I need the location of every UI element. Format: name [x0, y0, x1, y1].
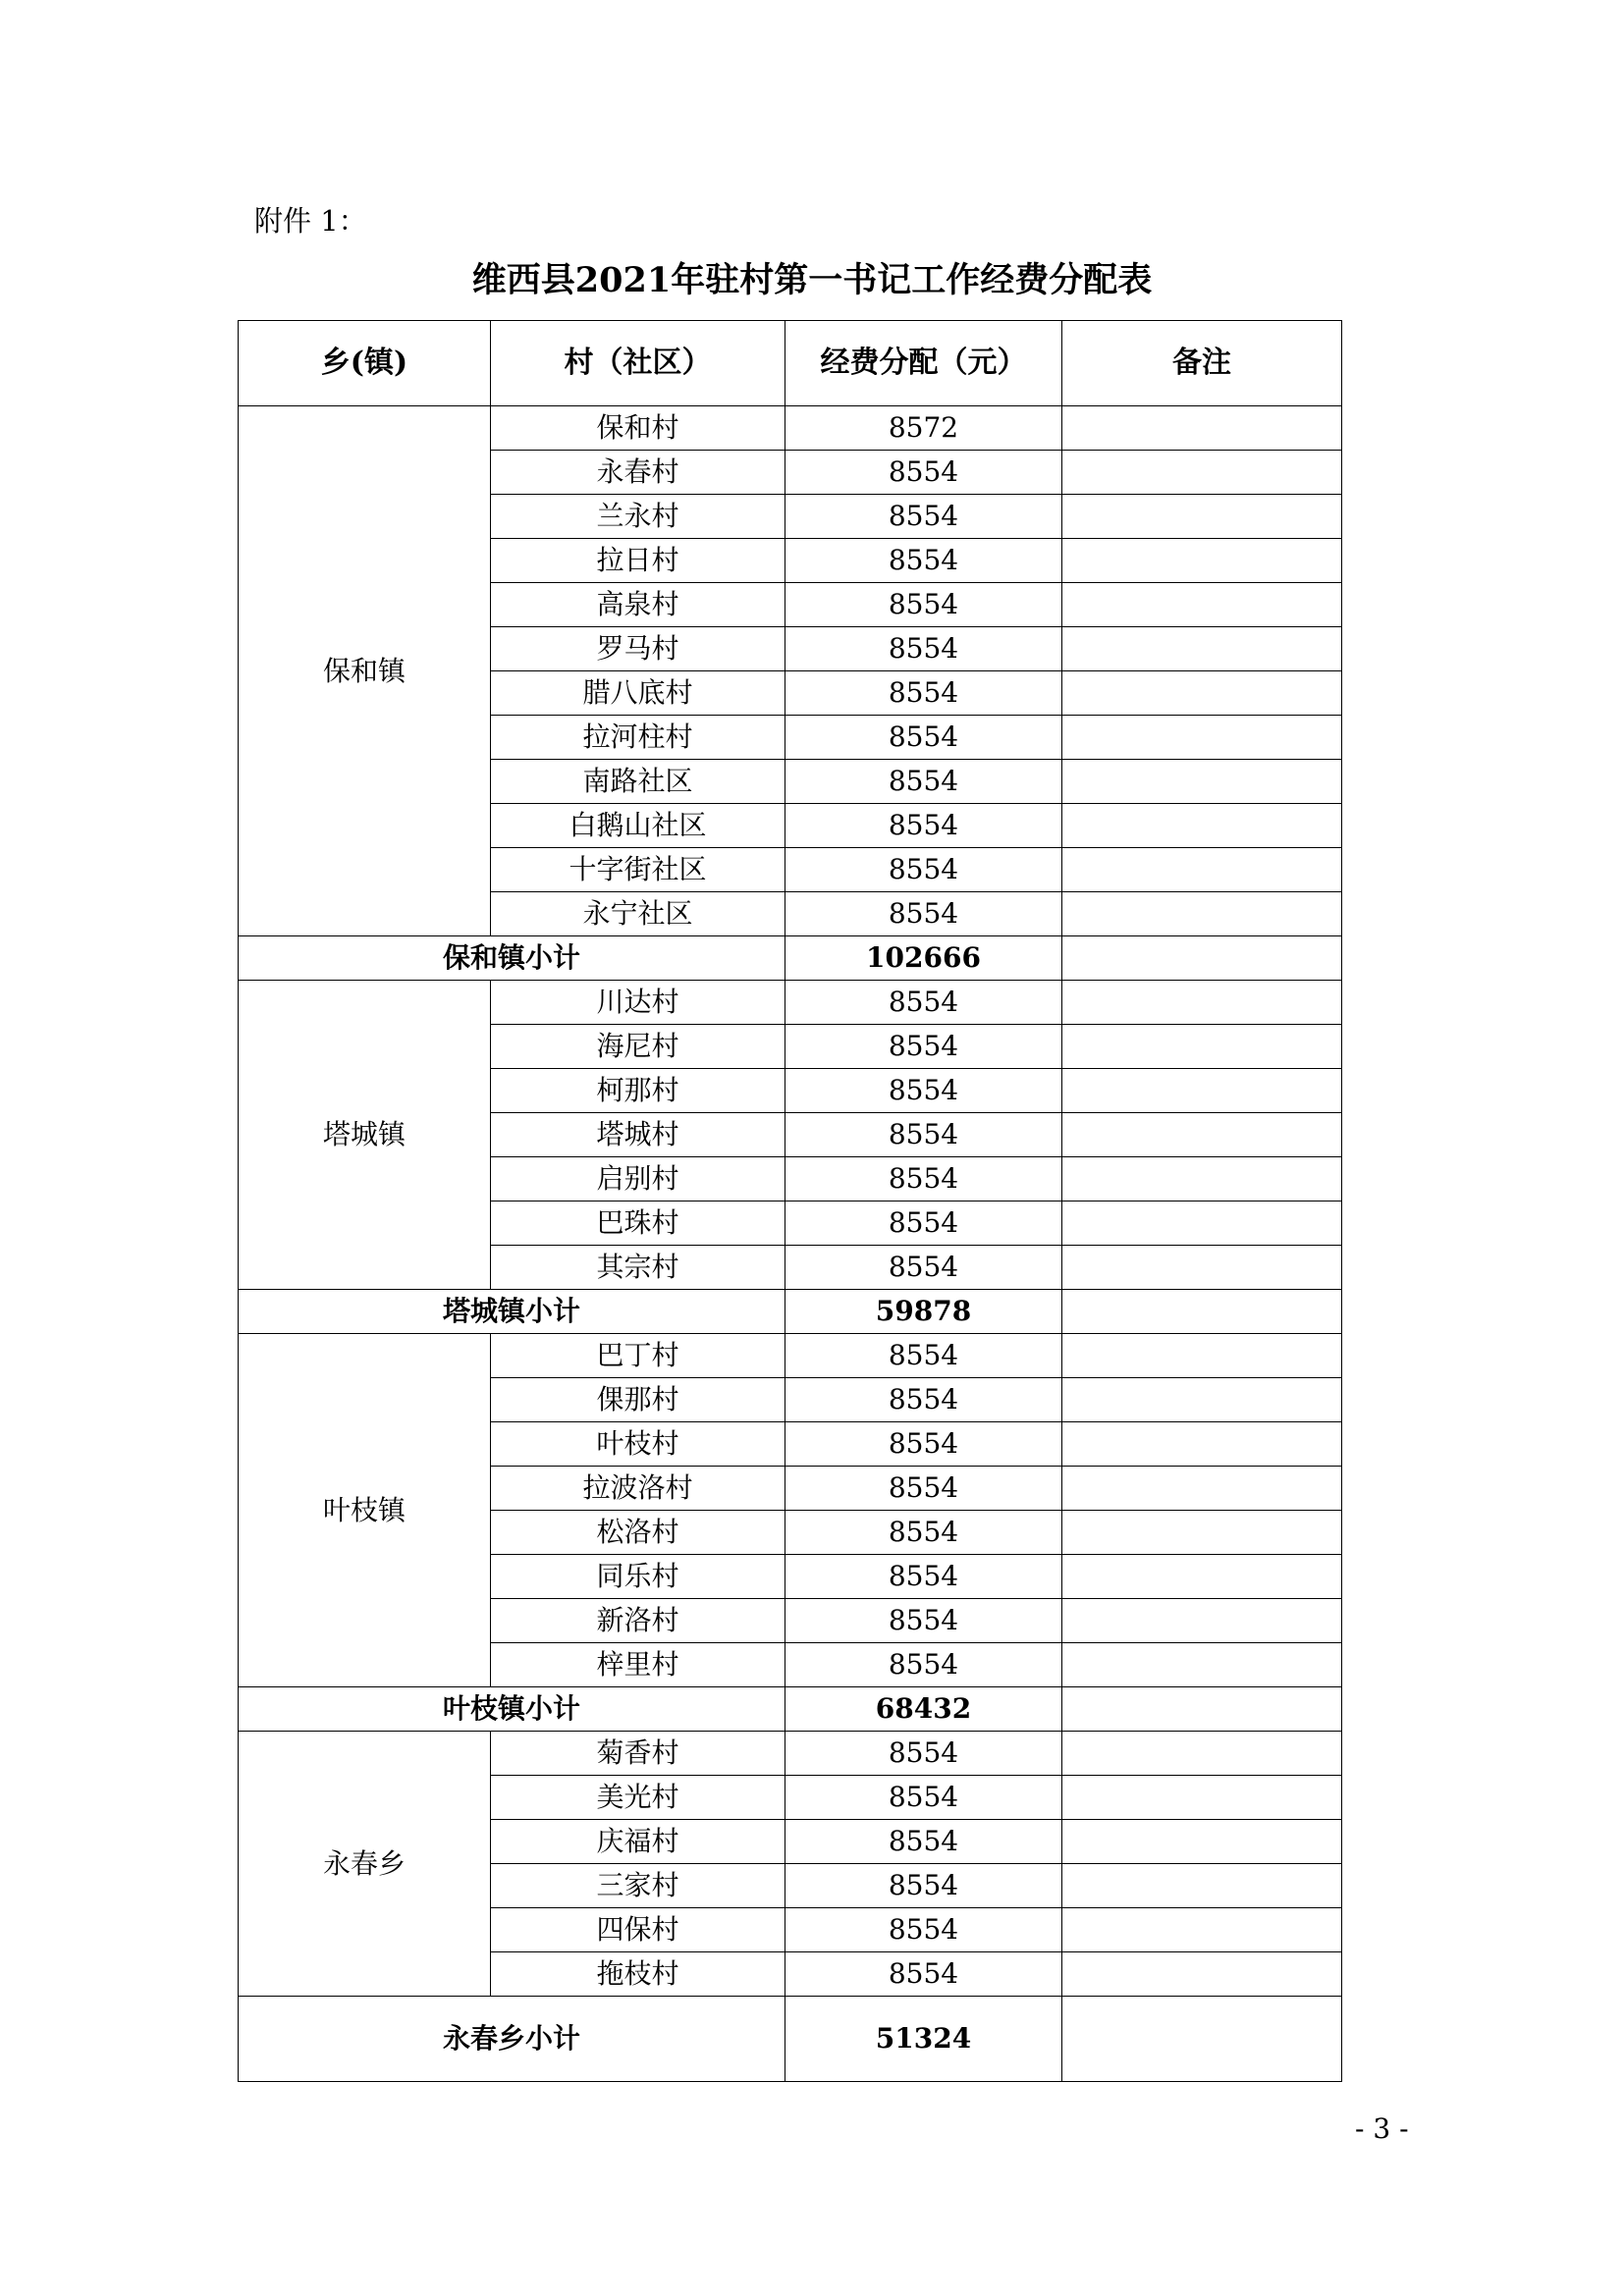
funds-cell: 8554 [785, 1908, 1062, 1952]
village-cell: 其宗村 [491, 1246, 785, 1290]
subtotal-value: 59878 [785, 1290, 1062, 1334]
header-village: 村（社区） [491, 321, 785, 406]
village-cell: 同乐村 [491, 1555, 785, 1599]
township-cell: 塔城镇 [239, 981, 491, 1290]
village-cell: 三家村 [491, 1864, 785, 1908]
remarks-cell [1062, 1643, 1342, 1687]
village-cell: 启别村 [491, 1157, 785, 1201]
table-row [239, 1334, 1342, 1378]
subtotal-value: 102666 [785, 936, 1062, 981]
village-cell: 十字街社区 [491, 848, 785, 892]
subtotal-label: 塔城镇小计 [239, 1290, 785, 1334]
funds-cell: 8554 [785, 495, 1062, 539]
funds-allocation-table [238, 320, 1342, 2082]
remarks-cell [1062, 1820, 1342, 1864]
funds-cell: 8554 [785, 1732, 1062, 1776]
village-cell: 兰永村 [491, 495, 785, 539]
attachment-label: 附件 1： [254, 204, 367, 238]
funds-cell: 8554 [785, 1246, 1062, 1290]
funds-cell: 8554 [785, 804, 1062, 848]
funds-cell: 8554 [785, 1599, 1062, 1643]
subtotal-label: 保和镇小计 [239, 936, 785, 981]
remarks-cell [1062, 1864, 1342, 1908]
funds-cell: 8554 [785, 1201, 1062, 1246]
remarks-cell [1062, 1290, 1342, 1334]
village-cell: 四保村 [491, 1908, 785, 1952]
funds-cell: 8554 [785, 583, 1062, 627]
village-cell: 永宁社区 [491, 892, 785, 936]
village-cell: 罗马村 [491, 627, 785, 671]
subtotal-row [239, 1687, 1342, 1732]
funds-cell: 8554 [785, 1776, 1062, 1820]
remarks-cell [1062, 1599, 1342, 1643]
table-row [239, 981, 1342, 1025]
subtotal-label: 叶枝镇小计 [239, 1687, 785, 1732]
table-body [239, 406, 1342, 2082]
remarks-cell [1062, 1908, 1342, 1952]
village-cell: 美光村 [491, 1776, 785, 1820]
village-cell: 菊香村 [491, 1732, 785, 1776]
subtotal-label: 永春乡小计 [239, 1997, 785, 2082]
subtotal-row [239, 1290, 1342, 1334]
village-cell: 永春村 [491, 451, 785, 495]
remarks-cell [1062, 1334, 1342, 1378]
village-cell: 保和村 [491, 406, 785, 451]
document-title: 维西县2021年驻村第一书记工作经费分配表 [471, 260, 1153, 300]
village-cell: 拉日村 [491, 539, 785, 583]
funds-cell: 8554 [785, 760, 1062, 804]
header-funds: 经费分配（元） [785, 321, 1062, 406]
village-cell: 庆福村 [491, 1820, 785, 1864]
village-cell: 拖枝村 [491, 1952, 785, 1997]
village-cell: 巴丁村 [491, 1334, 785, 1378]
township-cell: 永春乡 [239, 1732, 491, 1997]
village-cell: 白鹅山社区 [491, 804, 785, 848]
village-cell: 海尼村 [491, 1025, 785, 1069]
funds-cell: 8554 [785, 1113, 1062, 1157]
remarks-cell [1062, 716, 1342, 760]
remarks-cell [1062, 1997, 1342, 2082]
funds-cell: 8554 [785, 1643, 1062, 1687]
table-row [239, 1732, 1342, 1776]
funds-cell: 8554 [785, 1422, 1062, 1467]
remarks-cell [1062, 848, 1342, 892]
remarks-cell [1062, 495, 1342, 539]
remarks-cell [1062, 1687, 1342, 1732]
subtotal-value: 51324 [785, 1997, 1062, 2082]
remarks-cell [1062, 760, 1342, 804]
remarks-cell [1062, 1157, 1342, 1201]
township-cell: 保和镇 [239, 406, 491, 936]
funds-cell: 8554 [785, 451, 1062, 495]
funds-cell: 8554 [785, 892, 1062, 936]
township-cell: 叶枝镇 [239, 1334, 491, 1687]
remarks-cell [1062, 1776, 1342, 1820]
village-cell: 柯那村 [491, 1069, 785, 1113]
remarks-cell [1062, 1511, 1342, 1555]
funds-cell: 8554 [785, 1378, 1062, 1422]
remarks-cell [1062, 583, 1342, 627]
remarks-cell [1062, 1467, 1342, 1511]
village-cell: 南路社区 [491, 760, 785, 804]
funds-cell: 8554 [785, 1467, 1062, 1511]
funds-cell: 8572 [785, 406, 1062, 451]
village-cell: 高泉村 [491, 583, 785, 627]
subtotal-row [239, 1997, 1342, 2082]
funds-cell: 8554 [785, 1952, 1062, 1997]
remarks-cell [1062, 1732, 1342, 1776]
remarks-cell [1062, 804, 1342, 848]
remarks-cell [1062, 1555, 1342, 1599]
village-cell: 拉波洛村 [491, 1467, 785, 1511]
funds-cell: 8554 [785, 1555, 1062, 1599]
remarks-cell [1062, 539, 1342, 583]
remarks-cell [1062, 1952, 1342, 1997]
village-cell: 新洛村 [491, 1599, 785, 1643]
funds-cell: 8554 [785, 1820, 1062, 1864]
funds-cell: 8554 [785, 627, 1062, 671]
header-township: 乡(镇) [239, 321, 491, 406]
header-row [239, 321, 1342, 406]
page-number: - 3 - [1355, 2112, 1409, 2145]
remarks-cell [1062, 1113, 1342, 1157]
funds-cell: 8554 [785, 1025, 1062, 1069]
funds-cell: 8554 [785, 1069, 1062, 1113]
remarks-cell [1062, 451, 1342, 495]
subtotal-value: 68432 [785, 1687, 1062, 1732]
remarks-cell [1062, 1069, 1342, 1113]
remarks-cell [1062, 1422, 1342, 1467]
funds-cell: 8554 [785, 1864, 1062, 1908]
village-cell: 巴珠村 [491, 1201, 785, 1246]
funds-cell: 8554 [785, 981, 1062, 1025]
village-cell: 梓里村 [491, 1643, 785, 1687]
table-header [239, 321, 1342, 406]
remarks-cell [1062, 981, 1342, 1025]
remarks-cell [1062, 627, 1342, 671]
remarks-cell [1062, 1246, 1342, 1290]
remarks-cell [1062, 936, 1342, 981]
village-cell: 倮那村 [491, 1378, 785, 1422]
village-cell: 川达村 [491, 981, 785, 1025]
village-cell: 叶枝村 [491, 1422, 785, 1467]
funds-cell: 8554 [785, 716, 1062, 760]
subtotal-row [239, 936, 1342, 981]
funds-cell: 8554 [785, 671, 1062, 716]
remarks-cell [1062, 892, 1342, 936]
funds-cell: 8554 [785, 848, 1062, 892]
funds-cell: 8554 [785, 1511, 1062, 1555]
village-cell: 松洛村 [491, 1511, 785, 1555]
village-cell: 塔城村 [491, 1113, 785, 1157]
village-cell: 拉河柱村 [491, 716, 785, 760]
remarks-cell [1062, 1201, 1342, 1246]
funds-cell: 8554 [785, 1157, 1062, 1201]
remarks-cell [1062, 1025, 1342, 1069]
remarks-cell [1062, 671, 1342, 716]
remarks-cell [1062, 1378, 1342, 1422]
header-remarks: 备注 [1062, 321, 1342, 406]
funds-cell: 8554 [785, 539, 1062, 583]
funds-cell: 8554 [785, 1334, 1062, 1378]
remarks-cell [1062, 406, 1342, 451]
village-cell: 腊八底村 [491, 671, 785, 716]
table-row [239, 406, 1342, 451]
